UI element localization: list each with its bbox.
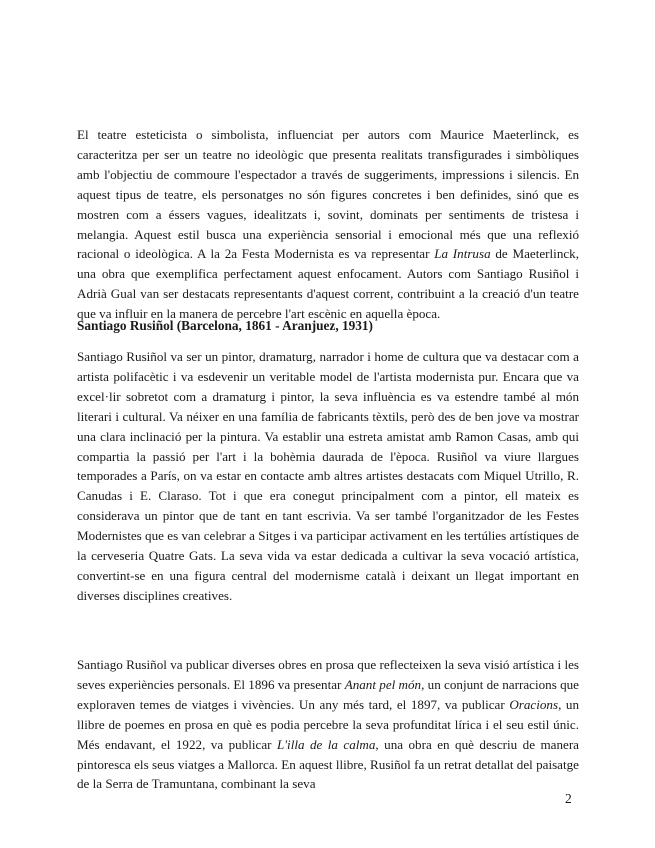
paragraph-symbolist-theatre	[77, 125, 579, 324]
paragraph-text: de Maeterlinck, una obra que exemplifica perfectament aquest enfocament. Autors com Santiago Rusiñol i Adrià Gual van ser destacats representants d'aquest corrent, contribuint a la creació d'un teatre que va influir en la manera de percebre l'art escènic en aquella època.	[77, 246, 579, 322]
paragraph-text: El teatre esteticista o simbolista, influenciat per autors com Maurice Maeterlinck, es caracteritza per ser un teatre no ideològic que presenta realitats transfigurades i simbòliques amb l'objectiu de commoure l'espectador a través de suggeriments, impressions i silencis. En aquest tipus de teatre, els personatges no són figures concretes i ben definides, sinó que es mostren com a éssers vagues, idealitzats i, sovint, dominats per sentiments de tristesa i melangia. Aquest estil busca una experiència sensorial i emocional més que una reflexió racional o ideològica. A la 2a Festa Modernista es va representar	[77, 127, 579, 262]
section-heading: Santiago Rusiñol (Barcelona, 1861 - Aranjuez, 1931)	[77, 318, 373, 333]
paragraph-text: , un llibre de poemes en prosa en què es podia percebre la seva profunditat lírica i el seu estil únic. Més endavant, el 1922, va publicar	[77, 696, 579, 752]
work-title: Oracions	[509, 696, 559, 712]
paragraph-rusinol-biography: Santiago Rusiñol va ser un pintor, dramaturg, narrador i home de cultura que va destacar com a artista polifacètic i va esdevenir un veritable model de l'artista modernista pur. Encara que va excel·lir sobretot com a dramaturg i pintor, la seva influència es va estendre també al món literari i cultural. Va néixer en una família de fabricants tèxtils, però des de ben jove va mostrar una clara inclinació per la pintura. Va establir una estreta amistat amb Ramon Casas, amb qui compartia la passió per l'art i la bohèmia daurada de l'època. Rusiñol va viure llargues temporades a París, on va estar en contacte amb altres artistes destacats com Miquel Utrillo, R. Canudas i E. Claraso. Tot i que era conegut principalment com a pintor, ell mateix es considerava un pintor que de tant en tant escrivia. Va ser també l'organitzador de les Festes Modernistes que es van celebrar a Sitges i va participar activament en les tertúlies artístiques de la cerveseria Quatre Gats. La seva vida va estar dedicada a cultivar la seva vocació artística, convertint-se en una figura central del modernisme català i deixant un llegat important en diverses disciplines creatives.	[77, 349, 579, 603]
work-title: Anant pel món	[344, 676, 422, 692]
paragraph-text: Santiago Rusiñol va publicar diverses obres en prosa que reflecteixen la seva visió artística i les seves experiències personals. El 1896 va presentar	[77, 657, 579, 692]
paragraph-text: , una obra en què descriu de manera pintoresca els seus viatges a Mallorca. En aquest llibre, Rusiñol fa un retrat detallat del paisatge de la Serra de Tramuntana, combinant la seva	[77, 736, 579, 792]
paragraph-text: , un conjunt de narracions que exploraven temes de viatges i vivències. Un any més tard, el 1897, va publicar	[77, 676, 579, 712]
work-title: L'illa de la calma	[276, 736, 376, 752]
work-title: La Intrusa	[434, 246, 491, 262]
paragraph-rusinol-works	[77, 655, 579, 794]
page-number: 2	[565, 791, 572, 806]
